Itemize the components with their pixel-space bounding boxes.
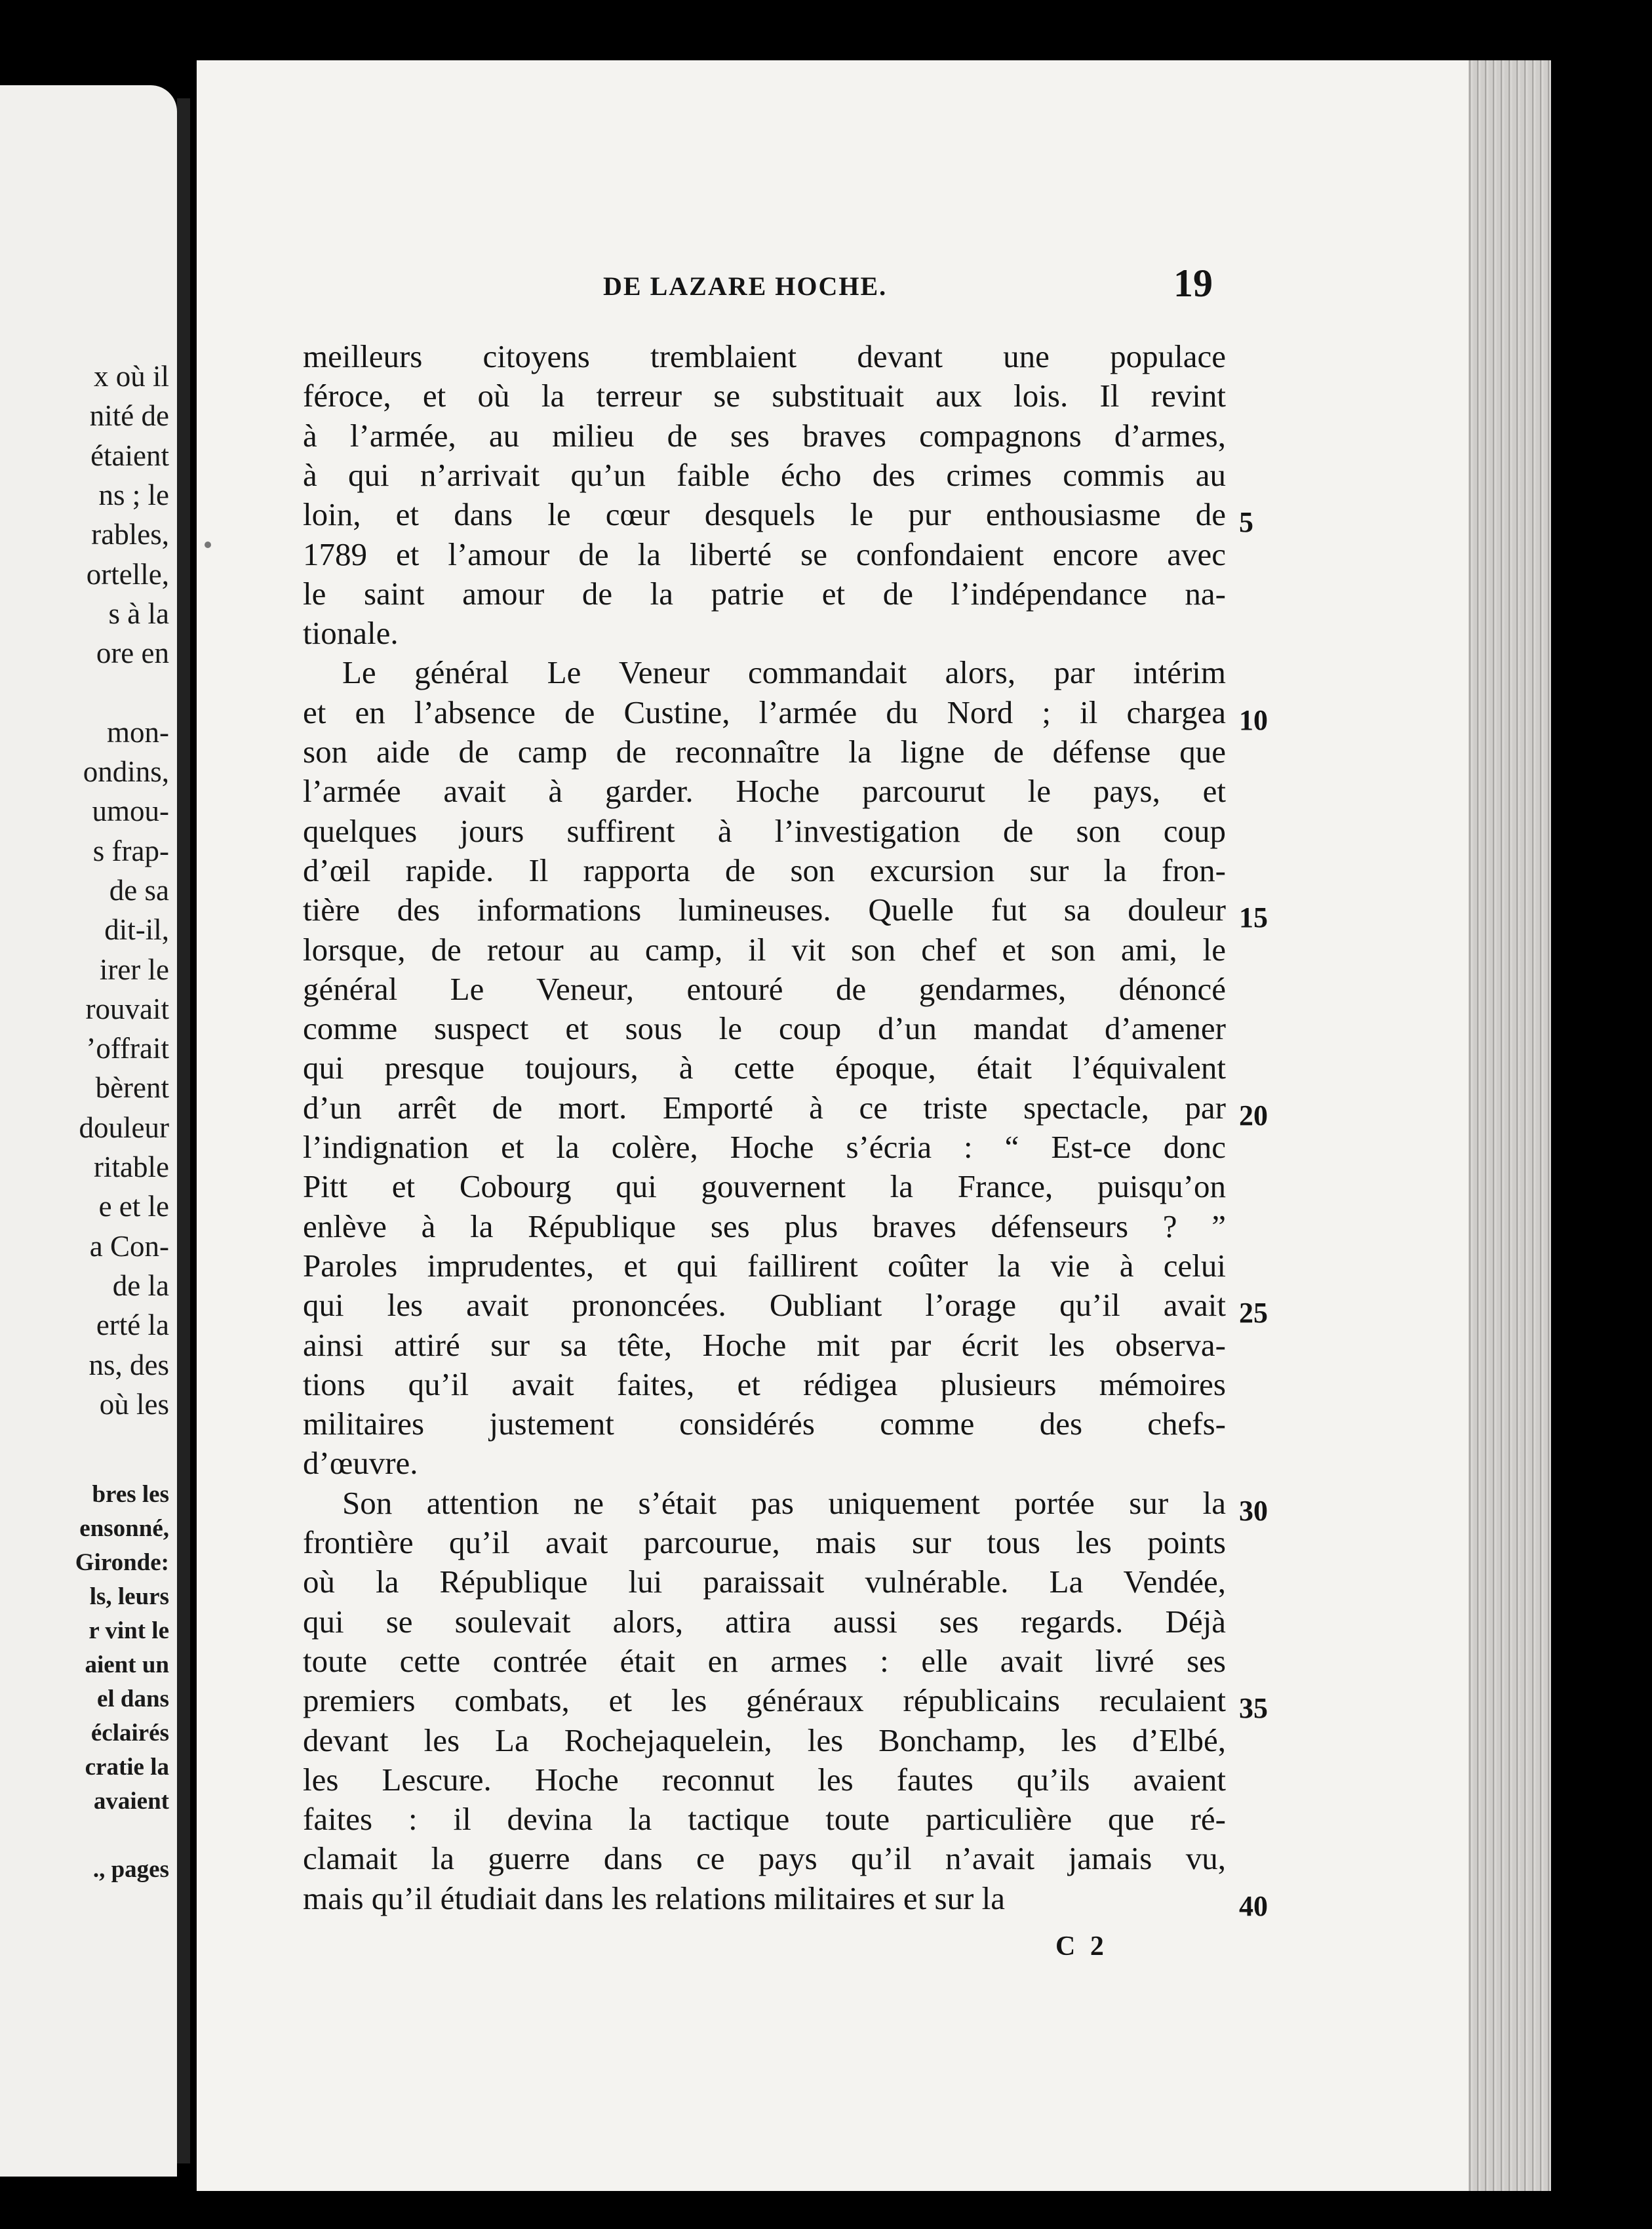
- line-number: 25: [1239, 1297, 1268, 1330]
- line-number: 10: [1239, 703, 1268, 736]
- body-line: devant les La Rochejaquelein, les Bonchamp, les d’Elbé,: [303, 1722, 1226, 1758]
- book-spine: [177, 98, 190, 2163]
- body-line: mais qu’il étudiait dans les relations militaires et sur la: [303, 1880, 1005, 1916]
- left-page-line: bèrent: [95, 1071, 169, 1105]
- body-line: à l’armée, au milieu de ses braves compagnons d’armes,: [303, 417, 1226, 454]
- body-line: Pitt et Cobourg qui gouvernent la France, puisqu’on: [303, 1168, 1226, 1205]
- page-number: 19: [1173, 262, 1213, 305]
- line-number: 35: [1239, 1692, 1268, 1725]
- left-page-line: ns, des: [88, 1348, 169, 1381]
- left-page-line: ritable: [94, 1151, 169, 1183]
- left-page-line: étaient: [90, 439, 169, 472]
- body-line: général Le Veneur, entouré de gendarmes, dénoncé: [303, 970, 1226, 1007]
- body-line: comme suspect et sous le coup d’un mandat d’amener: [303, 1010, 1226, 1047]
- line-number: 15: [1239, 901, 1268, 934]
- body-line: et en l’absence de Custine, l’armée du Nord ; il chargea: [303, 694, 1226, 730]
- left-page-line: s à la: [108, 597, 169, 630]
- left-page-line: s frap-: [92, 834, 169, 867]
- line-number: 20: [1239, 1099, 1268, 1132]
- left-page-line: où les: [99, 1387, 169, 1421]
- body-line: militaires justement considérés comme des chefs-: [303, 1406, 1226, 1442]
- left-page-footnote-line: bres les: [92, 1481, 169, 1508]
- left-page-line: ’offrait: [86, 1032, 169, 1065]
- left-page-line: umou-: [92, 795, 169, 828]
- body-line: enlève à la République ses plus braves défenseurs ? ”: [303, 1208, 1226, 1244]
- body-line: tionale.: [303, 615, 399, 652]
- left-page-line: x où il: [93, 360, 169, 393]
- left-page: [0, 85, 177, 2177]
- left-page-footnote-line: éclairés: [90, 1720, 169, 1746]
- body-line: ainsi attiré sur sa tête, Hoche mit par écrit les observa-: [303, 1326, 1226, 1363]
- body-line: féroce, et où la terreur se substituait aux lois. Il revint: [303, 378, 1226, 414]
- body-line: tière des informations lumineuses. Quelle fut sa douleur: [303, 892, 1226, 928]
- body-line: qui les avait prononcées. Oubliant l’orage qu’il avait: [303, 1287, 1226, 1324]
- left-page-footnote-line: avaient: [93, 1788, 169, 1815]
- body-line: qui se soulevait alors, attira aussi ses regards. Déjà: [303, 1603, 1226, 1640]
- left-page-footnote-line: ls, leurs: [89, 1583, 169, 1610]
- left-page-line: ondins,: [83, 755, 169, 788]
- body-line: d’œuvre.: [303, 1445, 418, 1482]
- body-line: les Lescure. Hoche reconnut les fautes qu’ils avaient: [303, 1761, 1226, 1798]
- left-page-footnote-line: ., pages: [92, 1856, 169, 1883]
- body-line: premiers combats, et les généraux républicains reculaient: [303, 1682, 1226, 1719]
- body-line: frontière qu’il avait parcourue, mais sur tous les points: [303, 1524, 1226, 1560]
- body-line: faites : il devina la tactique toute particulière que ré-: [303, 1801, 1226, 1838]
- body-line: l’armée avait à garder. Hoche parcourut le pays, et: [303, 773, 1226, 810]
- body-line: d’un arrêt de mort. Emporté à ce triste spectacle, par: [303, 1089, 1226, 1126]
- body-line: d’œil rapide. Il rapporta de son excursion sur la fron-: [303, 852, 1226, 888]
- left-page-line: ns ; le: [98, 478, 169, 511]
- body-line: clamait la guerre dans ce pays qu’il n’avait jamais vu,: [303, 1840, 1226, 1877]
- body-line: qui presque toujours, à cette époque, était l’équivalent: [303, 1050, 1226, 1086]
- left-page-line: e et le: [98, 1190, 169, 1223]
- left-page-line: a Con-: [89, 1229, 169, 1263]
- body-line: 1789 et l’amour de la liberté se confondaient encore avec: [303, 536, 1226, 572]
- body-line: à qui n’arrivait qu’un faible écho des crimes commis au: [303, 456, 1226, 493]
- signature-mark: C 2: [1055, 1931, 1108, 1962]
- body-line: meilleurs citoyens tremblaient devant une populace: [303, 338, 1226, 374]
- margin-speck: [205, 542, 211, 548]
- body-line: tions qu’il avait faites, et rédigea plusieurs mémoires: [303, 1366, 1226, 1402]
- line-number: 30: [1239, 1494, 1268, 1527]
- left-page-line: ore en: [96, 637, 169, 670]
- left-page-line: nité de: [89, 399, 169, 433]
- body-line: le saint amour de la patrie et de l’indépendance na-: [303, 575, 1226, 612]
- left-page-line: douleur: [79, 1111, 169, 1144]
- page-edges: [1466, 60, 1551, 2191]
- left-page-line: de la: [112, 1269, 169, 1302]
- left-page-footnote-line: r vint le: [88, 1617, 169, 1644]
- body-line: loin, et dans le cœur desquels le pur enthousiasme de: [303, 496, 1226, 533]
- left-page-footnote-line: cratie la: [85, 1754, 169, 1781]
- left-page-footnote-line: ensonné,: [79, 1515, 169, 1542]
- left-page-line: rouvait: [85, 992, 169, 1025]
- left-page-footnote-line: aient un: [85, 1651, 169, 1678]
- body-line: Le général Le Veneur commandait alors, par intérim: [342, 654, 1226, 691]
- left-page-line: rables,: [91, 518, 169, 551]
- body-line: toute cette contrée était en armes : elle avait livré ses: [303, 1642, 1226, 1679]
- body-line: lorsque, de retour au camp, il vit son chef et son ami, le: [303, 931, 1226, 968]
- left-page-footnote-line: Gironde:: [75, 1549, 169, 1576]
- body-line: Paroles imprudentes, et qui faillirent coûter la vie à celui: [303, 1247, 1226, 1284]
- left-page-footnote-line: el dans: [96, 1686, 169, 1712]
- body-line: Son attention ne s’était pas uniquement portée sur la: [342, 1484, 1226, 1521]
- body-line: l’indignation et la colère, Hoche s’écria : “ Est-ce donc: [303, 1129, 1226, 1165]
- left-page-line: ortelle,: [86, 557, 169, 591]
- line-number: 5: [1239, 506, 1253, 539]
- line-number: 40: [1239, 1889, 1268, 1922]
- left-page-line: dit-il,: [104, 913, 169, 947]
- left-page-line: mon-: [107, 715, 169, 749]
- left-page-line: irer le: [99, 953, 169, 986]
- body-line: où la République lui paraissait vulnérable. La Vendée,: [303, 1564, 1226, 1600]
- left-page-line: de sa: [109, 873, 169, 907]
- body-line: son aide de camp de reconnaître la ligne de défense que: [303, 734, 1226, 770]
- left-page-line: erté la: [96, 1309, 169, 1342]
- running-title: DE LAZARE HOCHE.: [603, 271, 888, 301]
- body-line: quelques jours suffirent à l’investigation de son coup: [303, 812, 1226, 849]
